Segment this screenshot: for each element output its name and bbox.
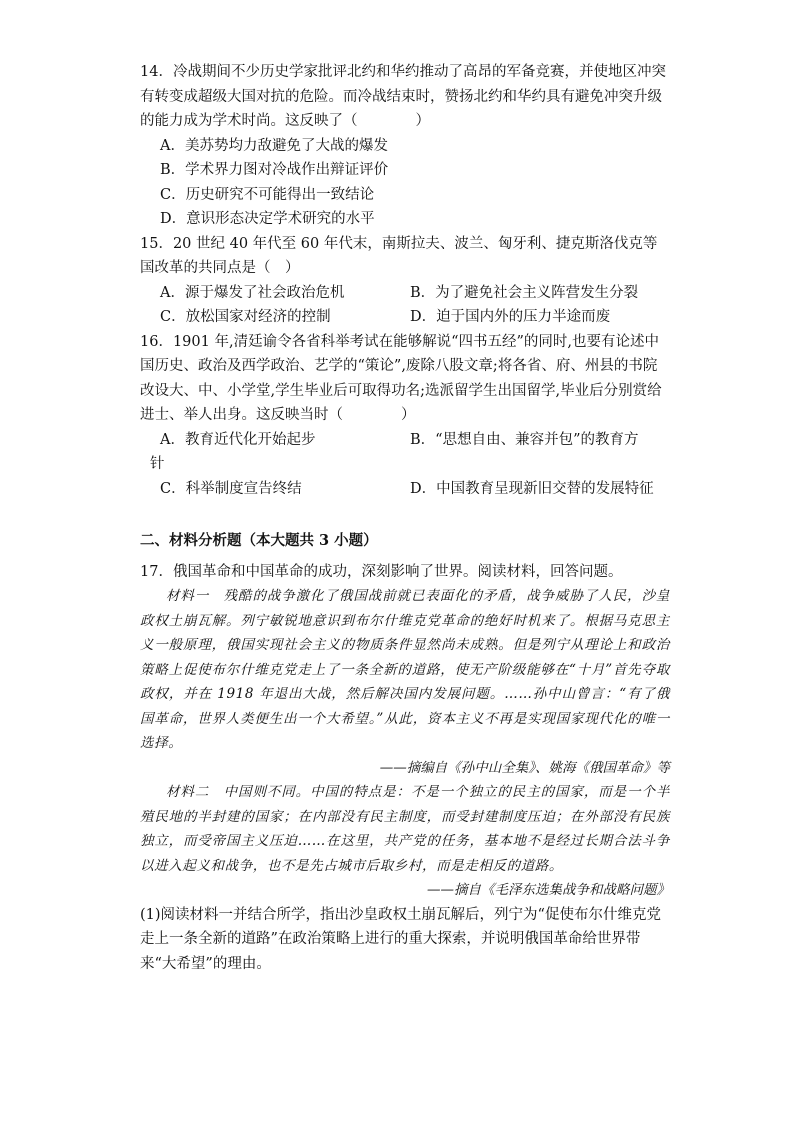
question-15-options-row-1	[140, 281, 670, 306]
question-15-stem: 15．20 世纪 40 年代至 60 年代末，南斯拉夫、波兰、匈牙利、捷克斯洛伐克等国改革的共同点是（ ）	[140, 235, 658, 276]
question-14-option-a: A．美苏势均力敌避免了大战的爆发	[160, 137, 388, 154]
section-heading: 二、材料分析题（本大题共 3 小题）	[140, 532, 378, 549]
question-16-option-b-wrap: 针	[150, 456, 165, 472]
question-14-option-b: B．学术界力图对冷战作出辩证评价	[160, 162, 389, 178]
question-14	[140, 60, 670, 232]
document-content	[140, 60, 670, 976]
question-17-subquestion-1: (1)阅读材料一并结合所学，指出沙皇政权土崩瓦解后，列宁为“促使布尔什维克党走上一条全新的道路”在政治策略上进行的重大探索，并说明俄国革命给世界带来“大希望”的理由。	[140, 906, 661, 972]
material-2-source: ——摘自《毛泽东选集战争和战略问题》	[427, 882, 670, 898]
question-15	[140, 232, 670, 330]
question-16-option-a: A．教育近代化开始起步	[160, 431, 316, 448]
question-15-options-row-2	[140, 305, 670, 330]
question-15-option-c: C．放松国家对经济的控制	[160, 309, 331, 325]
question-16-stem: 16．1901 年,清廷谕令各省科举考试在能够解说“四书五经”的同时,也要有论述中国历史、政治及西学政治、艺学的“策论”,废除八股文章;将各省、府、州县的书院改设大、中、小学堂,学生毕业后可取得功名;选派留学生出国留学,毕业后分别赏给进士、举人出身。这反映当时（ ）	[140, 333, 662, 423]
section-spacer	[140, 501, 670, 523]
question-14-option-d: D．意识形态决定学术研究的水平	[160, 211, 375, 227]
question-15-option-d: D．迫于国内外的压力半途而废	[410, 309, 611, 325]
question-15-option-a: A．源于爆发了社会政治危机	[160, 284, 345, 301]
question-17-stem: 17．俄国革命和中国革命的成功，深刻影响了世界。阅读材料，回答问题。	[140, 563, 623, 580]
question-14-option-c: C．历史研究不可能得出一致结论	[160, 186, 375, 203]
question-16-option-d: D．中国教育呈现新旧交替的发展特征	[410, 480, 654, 497]
question-14-stem: 14．冷战期间不少历史学家批评北约和华约推动了高昂的军备竞赛，并使地区冲突有转变成超级大国对抗的危险。而冷战结束时，赞扬北约和华约具有避免冲突升级的能力成为学术时尚。这反映了（ ）	[140, 64, 666, 129]
material-1-source: ——摘编自《孙中山全集》、姚海《俄国革命》等	[379, 759, 670, 776]
material-1: 材料一 残酷的战争激化了俄国战前就已表面化的矛盾，战争威胁了人民，沙皇政权土崩瓦解。列宁敏锐地意识到布尔什维克党革命的绝好时机来了。根据马克思主义一般原理，俄国实现社会主义的物质条件显然尚未成熟。但是列宁从理论上和政治策略上促使布尔什维克党走上了一条全新的道路，使无产阶级能够在“十月”首先夺取政权，并在 1918 年退出大战，然后解决国内发展问题。……孙中山曾言：“有了俄国革命，世界人类便生出一个大希望。”从此，资本主义不再是实现国家现代化的唯一选择。	[140, 588, 670, 751]
question-16	[140, 330, 670, 502]
question-16-options-row-2	[140, 477, 670, 502]
material-2: 材料二 中国则不同。中国的特点是：不是一个独立的民主的国家，而是一个半殖民地的半封建的国家；在内部没有民主制度，而受封建制度压迫；在外部没有民族独立，而受帝国主义压迫……在这里，共产党的任务，基本地不是经过长期合法斗争以进入起义和战争，也不是先占城市后取乡村，而是走相反的道路。	[140, 784, 670, 874]
question-17	[140, 560, 670, 977]
question-16-options-row-1	[140, 428, 670, 453]
question-16-option-c: C．科举制度宣告终结	[160, 480, 302, 497]
question-16-option-b: B．“思想自由、兼容并包”的教育方	[410, 431, 639, 448]
question-15-option-b: B．为了避免社会主义阵营发生分裂	[410, 284, 639, 301]
